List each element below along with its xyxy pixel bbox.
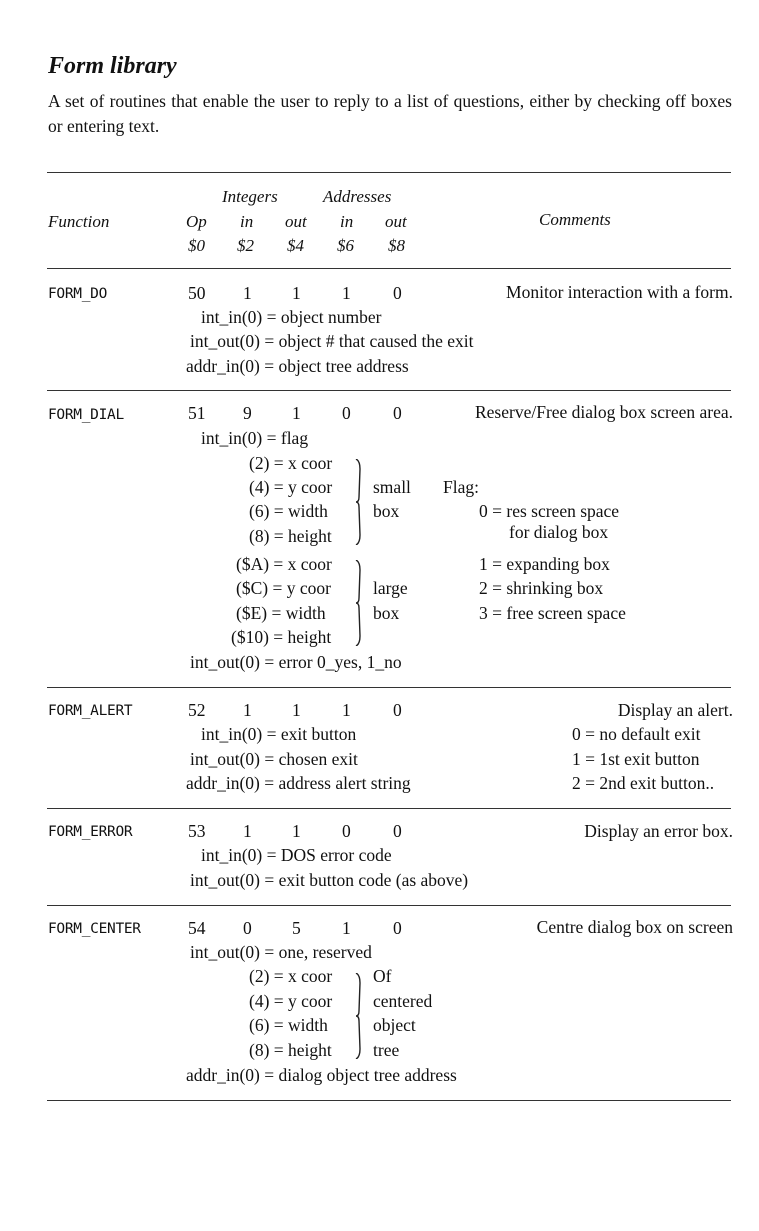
header-param-8: $8 (388, 236, 405, 255)
exit-note: 2 = 2nd exit button.. (572, 773, 715, 793)
int-in-count: 1 (243, 700, 252, 720)
flag-option: 2 = shrinking box (479, 578, 604, 598)
int-in-count: 0 (243, 918, 252, 938)
op-value: 54 (188, 918, 206, 938)
large-box-label: box (373, 603, 400, 623)
addr-in-count: 1 (342, 283, 351, 303)
center-label: Of (373, 966, 392, 986)
param-line: addr_in(0) = dialog object tree address (186, 1065, 457, 1085)
header-function: Function (48, 212, 110, 231)
large-param: ($C) = y coor (236, 578, 331, 598)
addr-out-count: 0 (393, 821, 402, 841)
header-int-in: in (240, 212, 254, 231)
flag-option: 3 = free screen space (479, 603, 626, 623)
small-param: (4) = y coor (249, 477, 333, 497)
row-divider (47, 808, 731, 809)
flag-option: 0 = res screen space (479, 501, 620, 521)
small-box-brace (354, 459, 360, 545)
header-op: Op (186, 212, 207, 231)
addr-out-count: 0 (393, 700, 402, 720)
param-line: int_out(0) = exit button code (as above) (190, 870, 469, 890)
large-param: ($10) = height (231, 627, 332, 647)
table-top-rule (47, 172, 731, 173)
comment: Display an alert. (617, 700, 733, 720)
large-box-label: large (373, 578, 408, 598)
int-out-count: 5 (292, 918, 301, 938)
param-line: int_in(0) = flag (201, 428, 309, 448)
large-param: ($A) = x coor (236, 554, 332, 574)
header-comments: Comments (539, 210, 611, 229)
small-param: (8) = height (249, 526, 332, 546)
header-param-2: $2 (237, 236, 254, 255)
op-value: 53 (188, 821, 206, 841)
row-divider (47, 687, 731, 688)
addr-out-count: 0 (393, 283, 402, 303)
center-brace (354, 973, 360, 1059)
header-addresses: Addresses (323, 187, 392, 206)
addr-out-count: 0 (393, 403, 402, 423)
center-param: (8) = height (249, 1040, 332, 1060)
row-divider (47, 905, 731, 906)
function-name: FORM_ERROR (48, 824, 133, 840)
center-label: centered (373, 991, 433, 1011)
header-int-out: out (285, 212, 307, 231)
int-in-count: 1 (243, 283, 252, 303)
exit-note: 1 = 1st exit button (572, 749, 700, 769)
page-title: Form library (48, 53, 177, 79)
function-name: FORM_DIAL (48, 407, 124, 423)
param-line: addr_in(0) = address alert string (186, 773, 411, 793)
header-integers: Integers (222, 187, 278, 206)
intro-paragraph: A set of routines that enable the user to reply to a list of questions, either by checking off boxes or entering text. (48, 91, 732, 136)
table-bottom-rule (47, 1100, 731, 1101)
flag-option: 1 = expanding box (479, 554, 610, 574)
int-out-count: 1 (292, 403, 301, 423)
center-label: object (373, 1015, 416, 1035)
param-line: int_in(0) = DOS error code (201, 845, 392, 865)
int-out-count: 1 (292, 821, 301, 841)
comment: Monitor interaction with a form. (506, 282, 733, 302)
param-line: addr_in(0) = object tree address (186, 356, 409, 376)
comment: Reserve/Free dialog box screen area. (474, 402, 733, 422)
large-param: ($E) = width (236, 603, 326, 623)
function-name: FORM_ALERT (48, 703, 133, 719)
center-param: (6) = width (249, 1015, 328, 1035)
int-in-count: 9 (243, 403, 252, 423)
small-box-label: small (373, 477, 411, 497)
center-label: tree (373, 1040, 400, 1060)
function-name: FORM_CENTER (48, 921, 141, 937)
addr-in-count: 0 (342, 821, 351, 841)
param-line: int_out(0) = object # that caused the exit (190, 331, 474, 351)
param-line: int_out(0) = error 0_yes, 1_no (190, 652, 402, 672)
header-param-0: $0 (188, 236, 205, 255)
small-box-label: box (373, 501, 400, 521)
int-in-count: 1 (243, 821, 252, 841)
addr-in-count: 1 (342, 700, 351, 720)
op-value: 52 (188, 700, 206, 720)
center-param: (2) = x coor (249, 966, 333, 986)
center-param: (4) = y coor (249, 991, 333, 1011)
param-line: int_in(0) = object number (201, 307, 382, 327)
exit-note: 0 = no default exit (572, 724, 701, 744)
addr-out-count: 0 (393, 918, 402, 938)
header-param-6: $6 (337, 236, 354, 255)
flag-title: Flag: (443, 477, 479, 497)
small-param: (6) = width (249, 501, 328, 521)
comment: Centre dialog box on screen (536, 917, 733, 937)
op-value: 50 (188, 283, 206, 303)
header-addr-in: in (340, 212, 354, 231)
param-line: int_out(0) = one, reserved (190, 942, 372, 962)
param-line: int_out(0) = chosen exit (190, 749, 358, 769)
function-name: FORM_DO (48, 286, 108, 302)
header-addr-out: out (385, 212, 407, 231)
large-box-brace (354, 560, 360, 646)
comment: Display an error box. (584, 821, 733, 841)
op-value: 51 (188, 403, 206, 423)
small-param: (2) = x coor (249, 453, 333, 473)
int-out-count: 1 (292, 700, 301, 720)
int-out-count: 1 (292, 283, 301, 303)
header-rule (47, 268, 731, 269)
addr-in-count: 1 (342, 918, 351, 938)
header-param-4: $4 (287, 236, 304, 255)
addr-in-count: 0 (342, 403, 351, 423)
flag-option: for dialog box (509, 522, 609, 542)
row-divider (47, 390, 731, 391)
param-line: int_in(0) = exit button (201, 724, 357, 744)
